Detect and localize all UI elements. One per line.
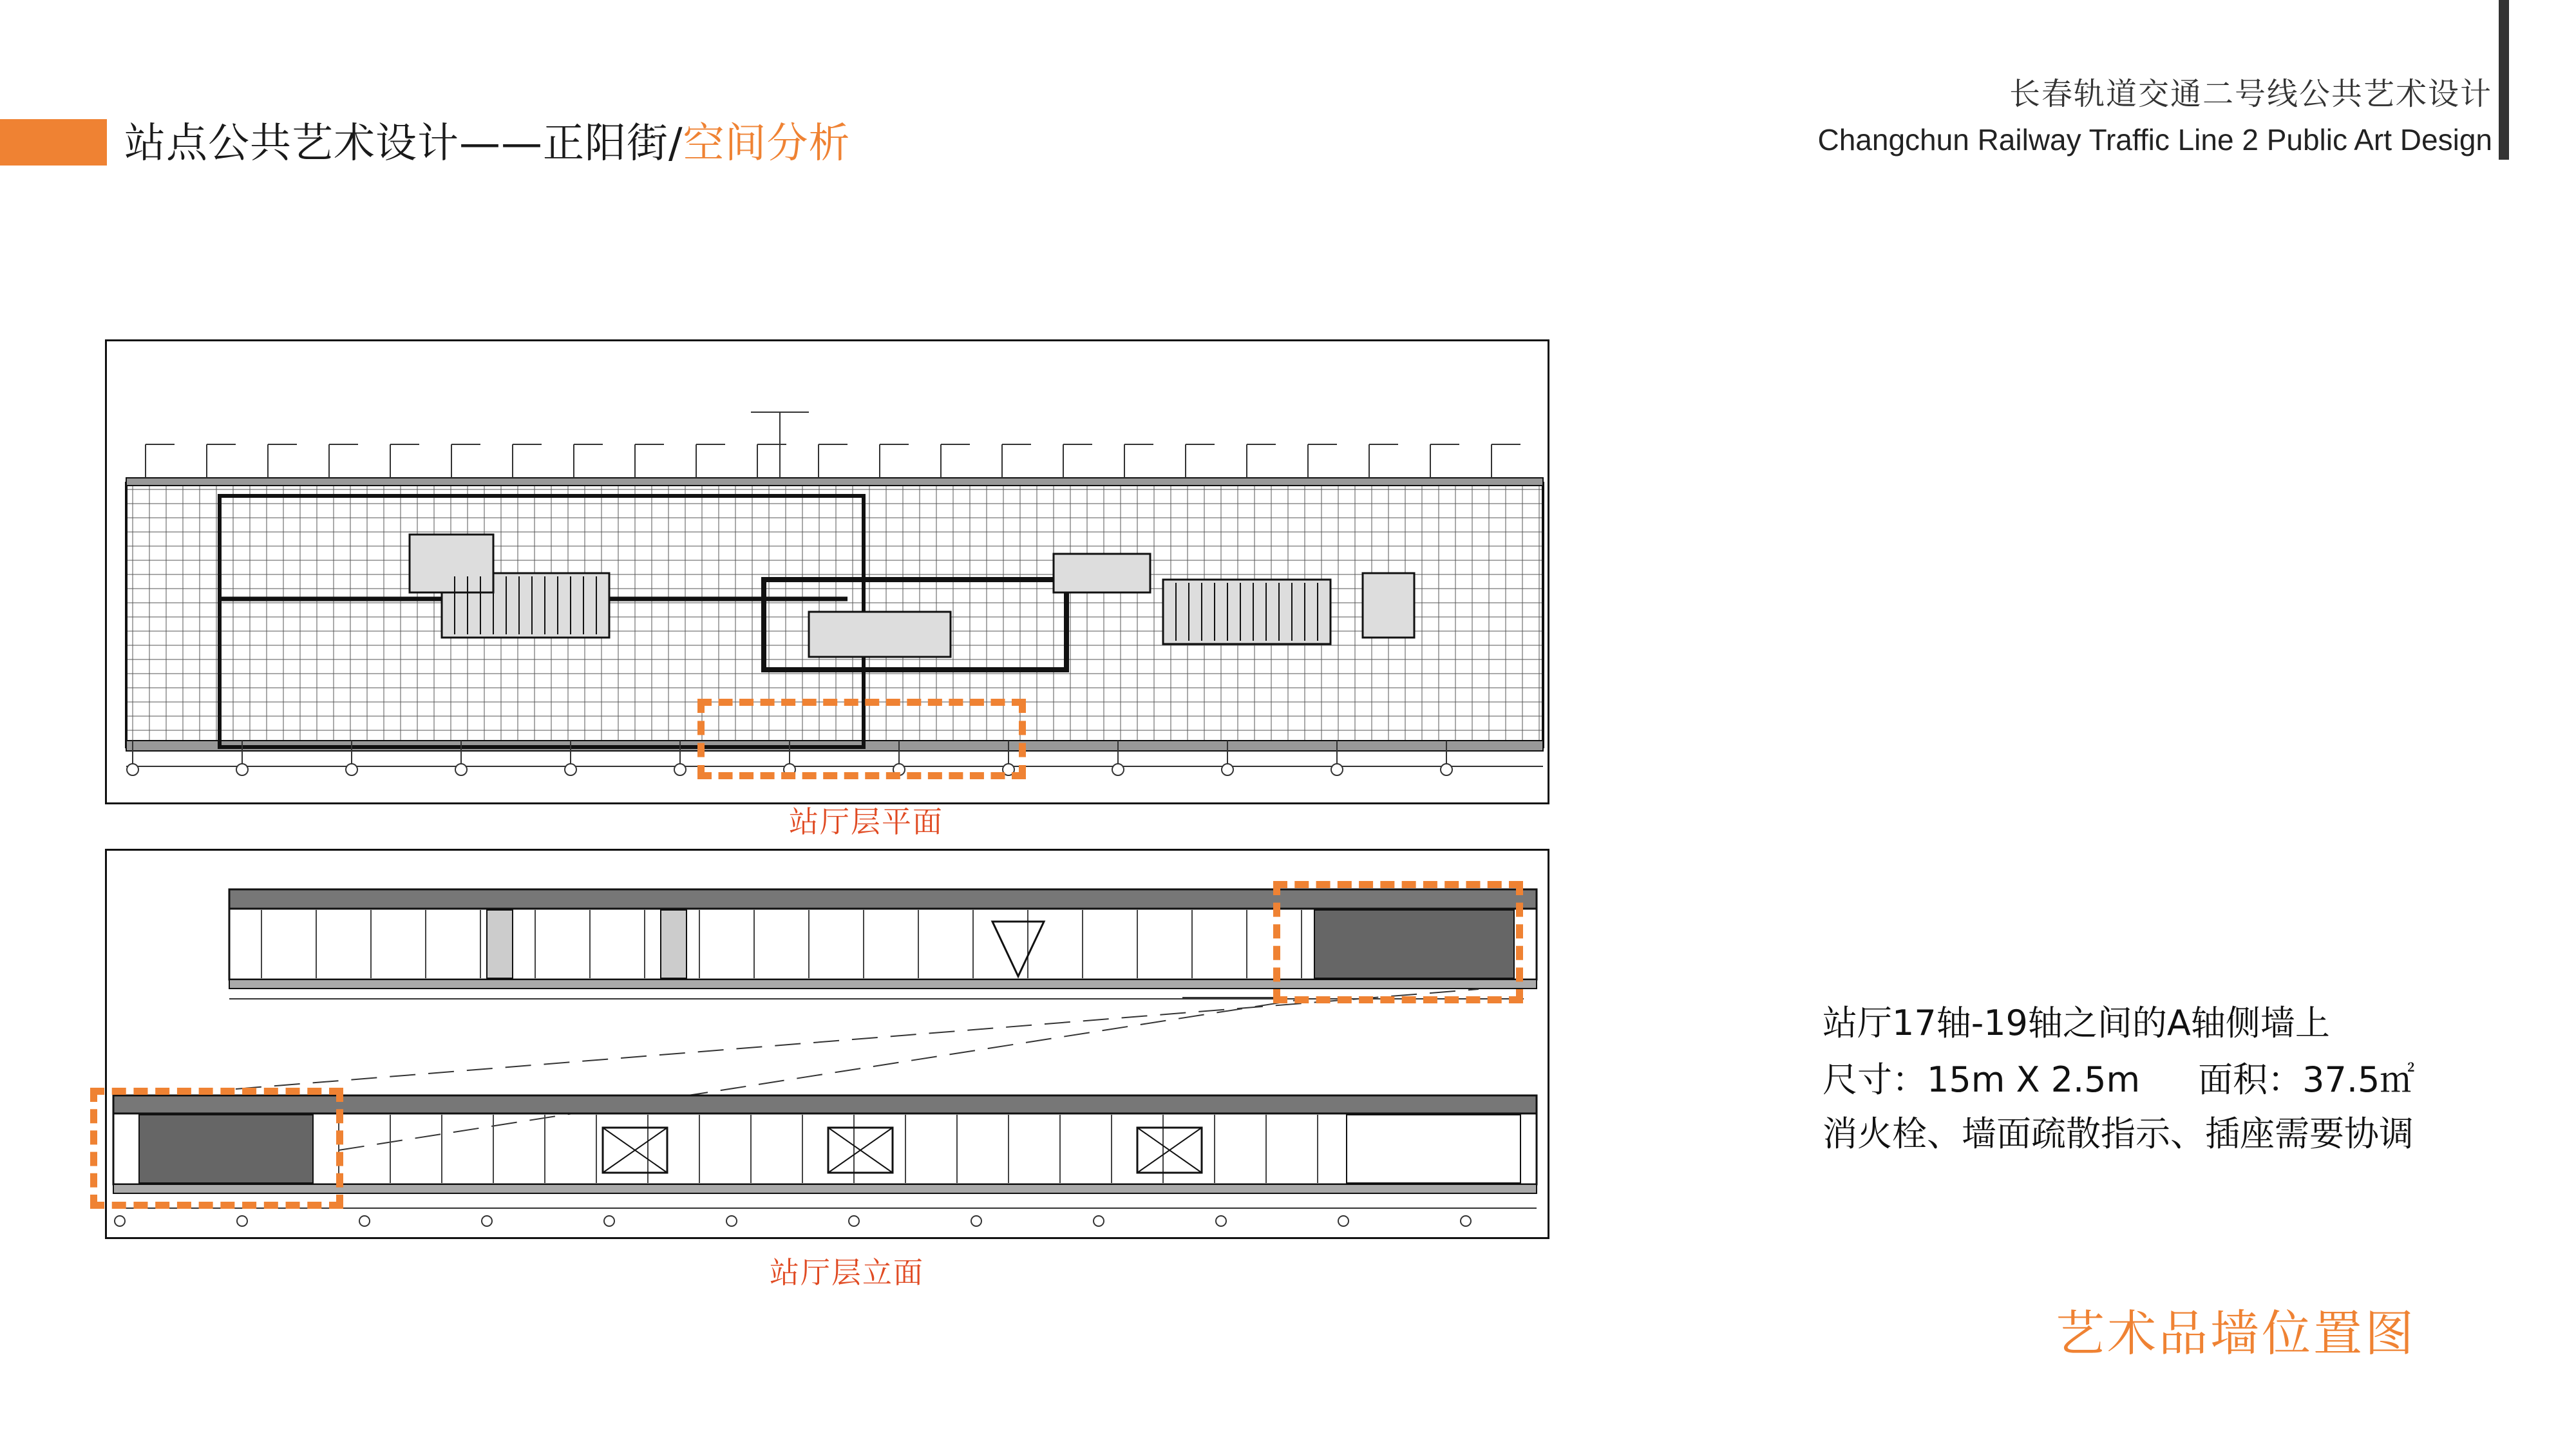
page-title	[124, 115, 851, 173]
info-area: 面积：37.5㎡	[2198, 1059, 2415, 1100]
elevation-caption: 站厅层立面	[770, 1255, 924, 1290]
brand-title-cn: 长春轨道交通二号线公共艺术设计	[2009, 76, 2492, 112]
page-title-highlight: 空间分析	[683, 120, 851, 167]
info-size: 尺寸：15m X 2.5m	[1823, 1059, 2141, 1100]
footer-label: 艺术品墙位置图	[2056, 1305, 2416, 1362]
brand-block	[1818, 70, 2493, 161]
plan-caption: 站厅层平面	[789, 804, 943, 839]
plan-highlight-box	[697, 699, 1026, 779]
page-title-main: 站点公共艺术设计——正阳街/	[124, 120, 683, 167]
elevation-highlight-box-upper	[1273, 881, 1523, 1003]
info-panel	[1823, 995, 2441, 1160]
info-location: 站厅17轴-19轴之间的A轴侧墙上	[1823, 1003, 2330, 1043]
elevation-highlight-box-lower	[90, 1088, 343, 1209]
brand-title-en: Changchun Railway Traffic Line 2 Public Art Design	[1817, 123, 2492, 156]
info-coordination: 消火栓、墙面疏散指示、插座需要协调	[1823, 1113, 2414, 1154]
title-accent-bar	[0, 119, 107, 166]
edge-bar	[2499, 0, 2509, 160]
